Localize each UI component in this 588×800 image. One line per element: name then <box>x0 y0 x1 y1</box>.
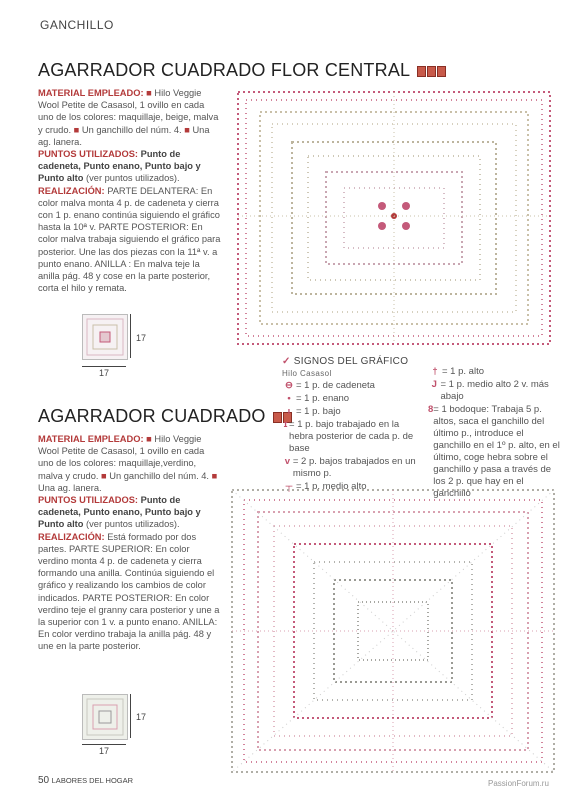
puntos-text2: (ver puntos utilizados). <box>86 173 180 184</box>
legend-subtitle: Hilo Casasol <box>282 369 332 378</box>
legend-symbol-icon: † <box>432 366 438 377</box>
legend-symbol-icon: ɪ <box>283 419 288 430</box>
legend-text: = 1 bodoque: Trabaja 5 p. altos, saca el ganchillo del último p., introduce el ganchillo en el 1º p. alto, en el último, coge hebra sobre el ganchillo y pasa a través de los 2 p. que hay en el ganchillo <box>433 404 560 499</box>
legend-text: = 1 p. enano <box>296 393 350 404</box>
footer <box>38 775 133 786</box>
puntos-text: Punto de cadeneta, Punto enano, Punto bajo y Punto alto <box>38 149 201 184</box>
legend-symbol-icon: • <box>287 393 291 404</box>
legend-left <box>282 356 420 494</box>
puntos-label: PUNTOS UTILIZADOS: <box>38 149 139 160</box>
dim-line-h <box>82 744 126 745</box>
legend-text: = 1 p. bajo trabajado en la hebra posterior de cada p. de base <box>289 419 414 454</box>
legend-title: SIGNOS DEL GRÁFICO <box>293 356 409 367</box>
legend-title-row <box>282 356 420 368</box>
legend-symbol-icon: J <box>431 379 437 390</box>
material-text3: Una ag. lanera. <box>38 124 210 147</box>
pattern1-dim-w: 17 <box>99 368 110 378</box>
section-label: GANCHILLO <box>40 18 114 32</box>
material-label: MATERIAL EMPLEADO: <box>38 88 144 98</box>
page-number: 50 <box>38 775 50 786</box>
pattern2-title <box>38 406 292 427</box>
legend-symbol-icon: ı <box>287 406 291 417</box>
material-label: MATERIAL EMPLEADO: <box>38 434 144 444</box>
puntos-text2: (ver puntos utilizados). <box>86 519 180 530</box>
legend-symbol-icon: ⊖ <box>285 380 293 391</box>
legend-item <box>282 456 420 480</box>
difficulty-icon <box>417 66 446 77</box>
pattern2-dim-w: 17 <box>99 746 110 756</box>
puntos-label: PUNTOS UTILIZADOS: <box>38 495 139 506</box>
pattern2-instructions: MATERIAL EMPLEADO: ■ Hilo Veggie Wool Petite de Casasol, 1 ovillo en cada uno de los colores: maquillaje,verdino, malva y crudo. ■ Un ganchillo del núm. 4. ■ Una ag. lanera. PUNTOS UTILIZADOS: Punto de cadeneta, Punto enano, Punto bajo y Punto alto (ver puntos utilizados). REALIZACIÓN: Está formado por dos partes. PARTE SUPERIOR: En color verdino monta 4 p. de cadeneta y cierra formando una anilla. Continúa siguiendo el gráfico y realizando los cambios de color indicados. PARTE POSTERIOR: En color verdino teje el granny cara posterior y une a la superior con 1 v. a punto enano. ANILLA: En color verdino trabaja la anilla pág. 48 y une en la parte posterior. <box>38 434 220 652</box>
legend-symbol-icon: 8 <box>428 404 434 415</box>
material-text: Hilo Veggie Wool Petite de Casasol, 1 ovillo en cada uno de los colores: maquillaje, beige, malva y crudo. <box>38 88 219 135</box>
legend-items-right <box>428 366 560 500</box>
realizacion-label: REALIZACIÓN: <box>38 531 105 542</box>
legend-right <box>428 366 560 501</box>
legend-text: = 1 p. medio alto <box>296 481 367 492</box>
legend-text: = 2 p. bajos trabajados en un mismo p. <box>292 456 416 479</box>
realizacion-label: REALIZACIÓN: <box>38 185 105 196</box>
pattern1-title-text: AGARRADOR CUADRADO FLOR CENTRAL <box>38 60 410 80</box>
pattern2-title-text: AGARRADOR CUADRADO <box>38 406 266 426</box>
watermark: PassionForum.ru <box>488 779 549 788</box>
legend-text: = 1 p. alto <box>442 366 484 377</box>
thumbnail-drawing <box>83 315 127 359</box>
realizacion-text: PARTE DELANTERA: En color malva monta 4 p. de cadeneta y cierra con 1 p. enano continúa siguiendo el gráfico hasta la 10ª v. PARTE POSTERIOR: En color malva trabaja siguiendo el gráfico para posterior. Une las dos piezas con la 11ª v. a punto enano. ANILLA : En malva teje la anilla pág. 48 y cose en la parte posterior, corta el hilo y remata. <box>38 185 221 294</box>
check-icon: ✓ <box>282 356 291 367</box>
legend-symbol-icon: v <box>284 456 291 467</box>
pattern1-chart <box>232 86 556 348</box>
dim-line-v <box>130 314 131 358</box>
pattern1-instructions: MATERIAL EMPLEADO: ■ Hilo Veggie Wool Petite de Casasol, 1 ovillo en cada uno de los colores: maquillaje, beige, malva y crudo. ■ Un ganchillo del núm. 4. ■ Una ag. lanera. PUNTOS UTILIZADOS: Punto de cadeneta, Punto enano, Punto bajo y Punto alto (ver puntos utilizados). REALIZACIÓN: PARTE DELANTERA: En color malva monta 4 p. de cadeneta y cierra con 1 p. enano continúa siguiendo el gráfico hasta la 10ª v. PARTE POSTERIOR: En color malva trabaja siguiendo el gráfico para posterior. Une las dos piezas con la 11ª v. a punto enano. ANILLA : En malva teje la anilla pág. 48 y cose en la parte posterior, corta el hilo y remata. <box>38 88 221 294</box>
legend-item <box>282 393 420 405</box>
dim-line-h <box>82 366 126 367</box>
legend-text: = 1 p. medio alto 2 v. más abajo <box>440 379 549 402</box>
legend-item <box>282 406 420 418</box>
legend-symbol-icon: ┬ <box>285 481 293 492</box>
realizacion-text: Está formado por dos partes. PARTE SUPERIOR: En color verdino monta 4 p. de cadeneta y cierra formando una anilla. Continúa siguiendo el gráfico y realizando los cambios de color indicados. PARTE POSTERIOR: En color verdino teje el granny cara posterior y une a la superior con 1 v. a punto enano. ANILLA: En color verdino trabaja la anilla pág. 48 y une en la parte posterior. <box>38 531 220 652</box>
puntos-text: Punto de cadeneta, Punto enano, Punto bajo y Punto alto <box>38 495 201 530</box>
legend-item <box>428 379 560 403</box>
pattern1-dim-h: 17 <box>136 333 147 343</box>
legend-item <box>428 366 560 378</box>
pattern2-dim-h: 17 <box>136 712 147 722</box>
pattern2-thumbnail <box>82 694 128 740</box>
legend-text: = 1 p. de cadeneta <box>296 380 375 391</box>
dim-line-v <box>130 694 131 738</box>
legend-items-left <box>282 380 420 493</box>
legend-item <box>282 380 420 392</box>
material-text2: Un ganchillo del núm. 4. <box>109 470 210 481</box>
legend-text: = 1 p. bajo <box>296 406 341 417</box>
material-text2: Un ganchillo del núm. 4. <box>81 124 182 135</box>
pattern1-thumbnail <box>82 314 128 360</box>
magazine-name: LABORES DEL HOGAR <box>51 776 134 785</box>
pattern2-chart <box>226 484 560 778</box>
thumbnail-drawing <box>83 695 127 739</box>
legend-item <box>282 419 420 455</box>
pattern1-title <box>38 60 446 81</box>
material-text: Hilo Veggie Wool Petite de Casasol, 1 ovillo en cada uno de los colores: maquillaje,verdino, malva y crudo. <box>38 434 205 481</box>
material-text3: Una ag. lanera. <box>38 482 102 493</box>
